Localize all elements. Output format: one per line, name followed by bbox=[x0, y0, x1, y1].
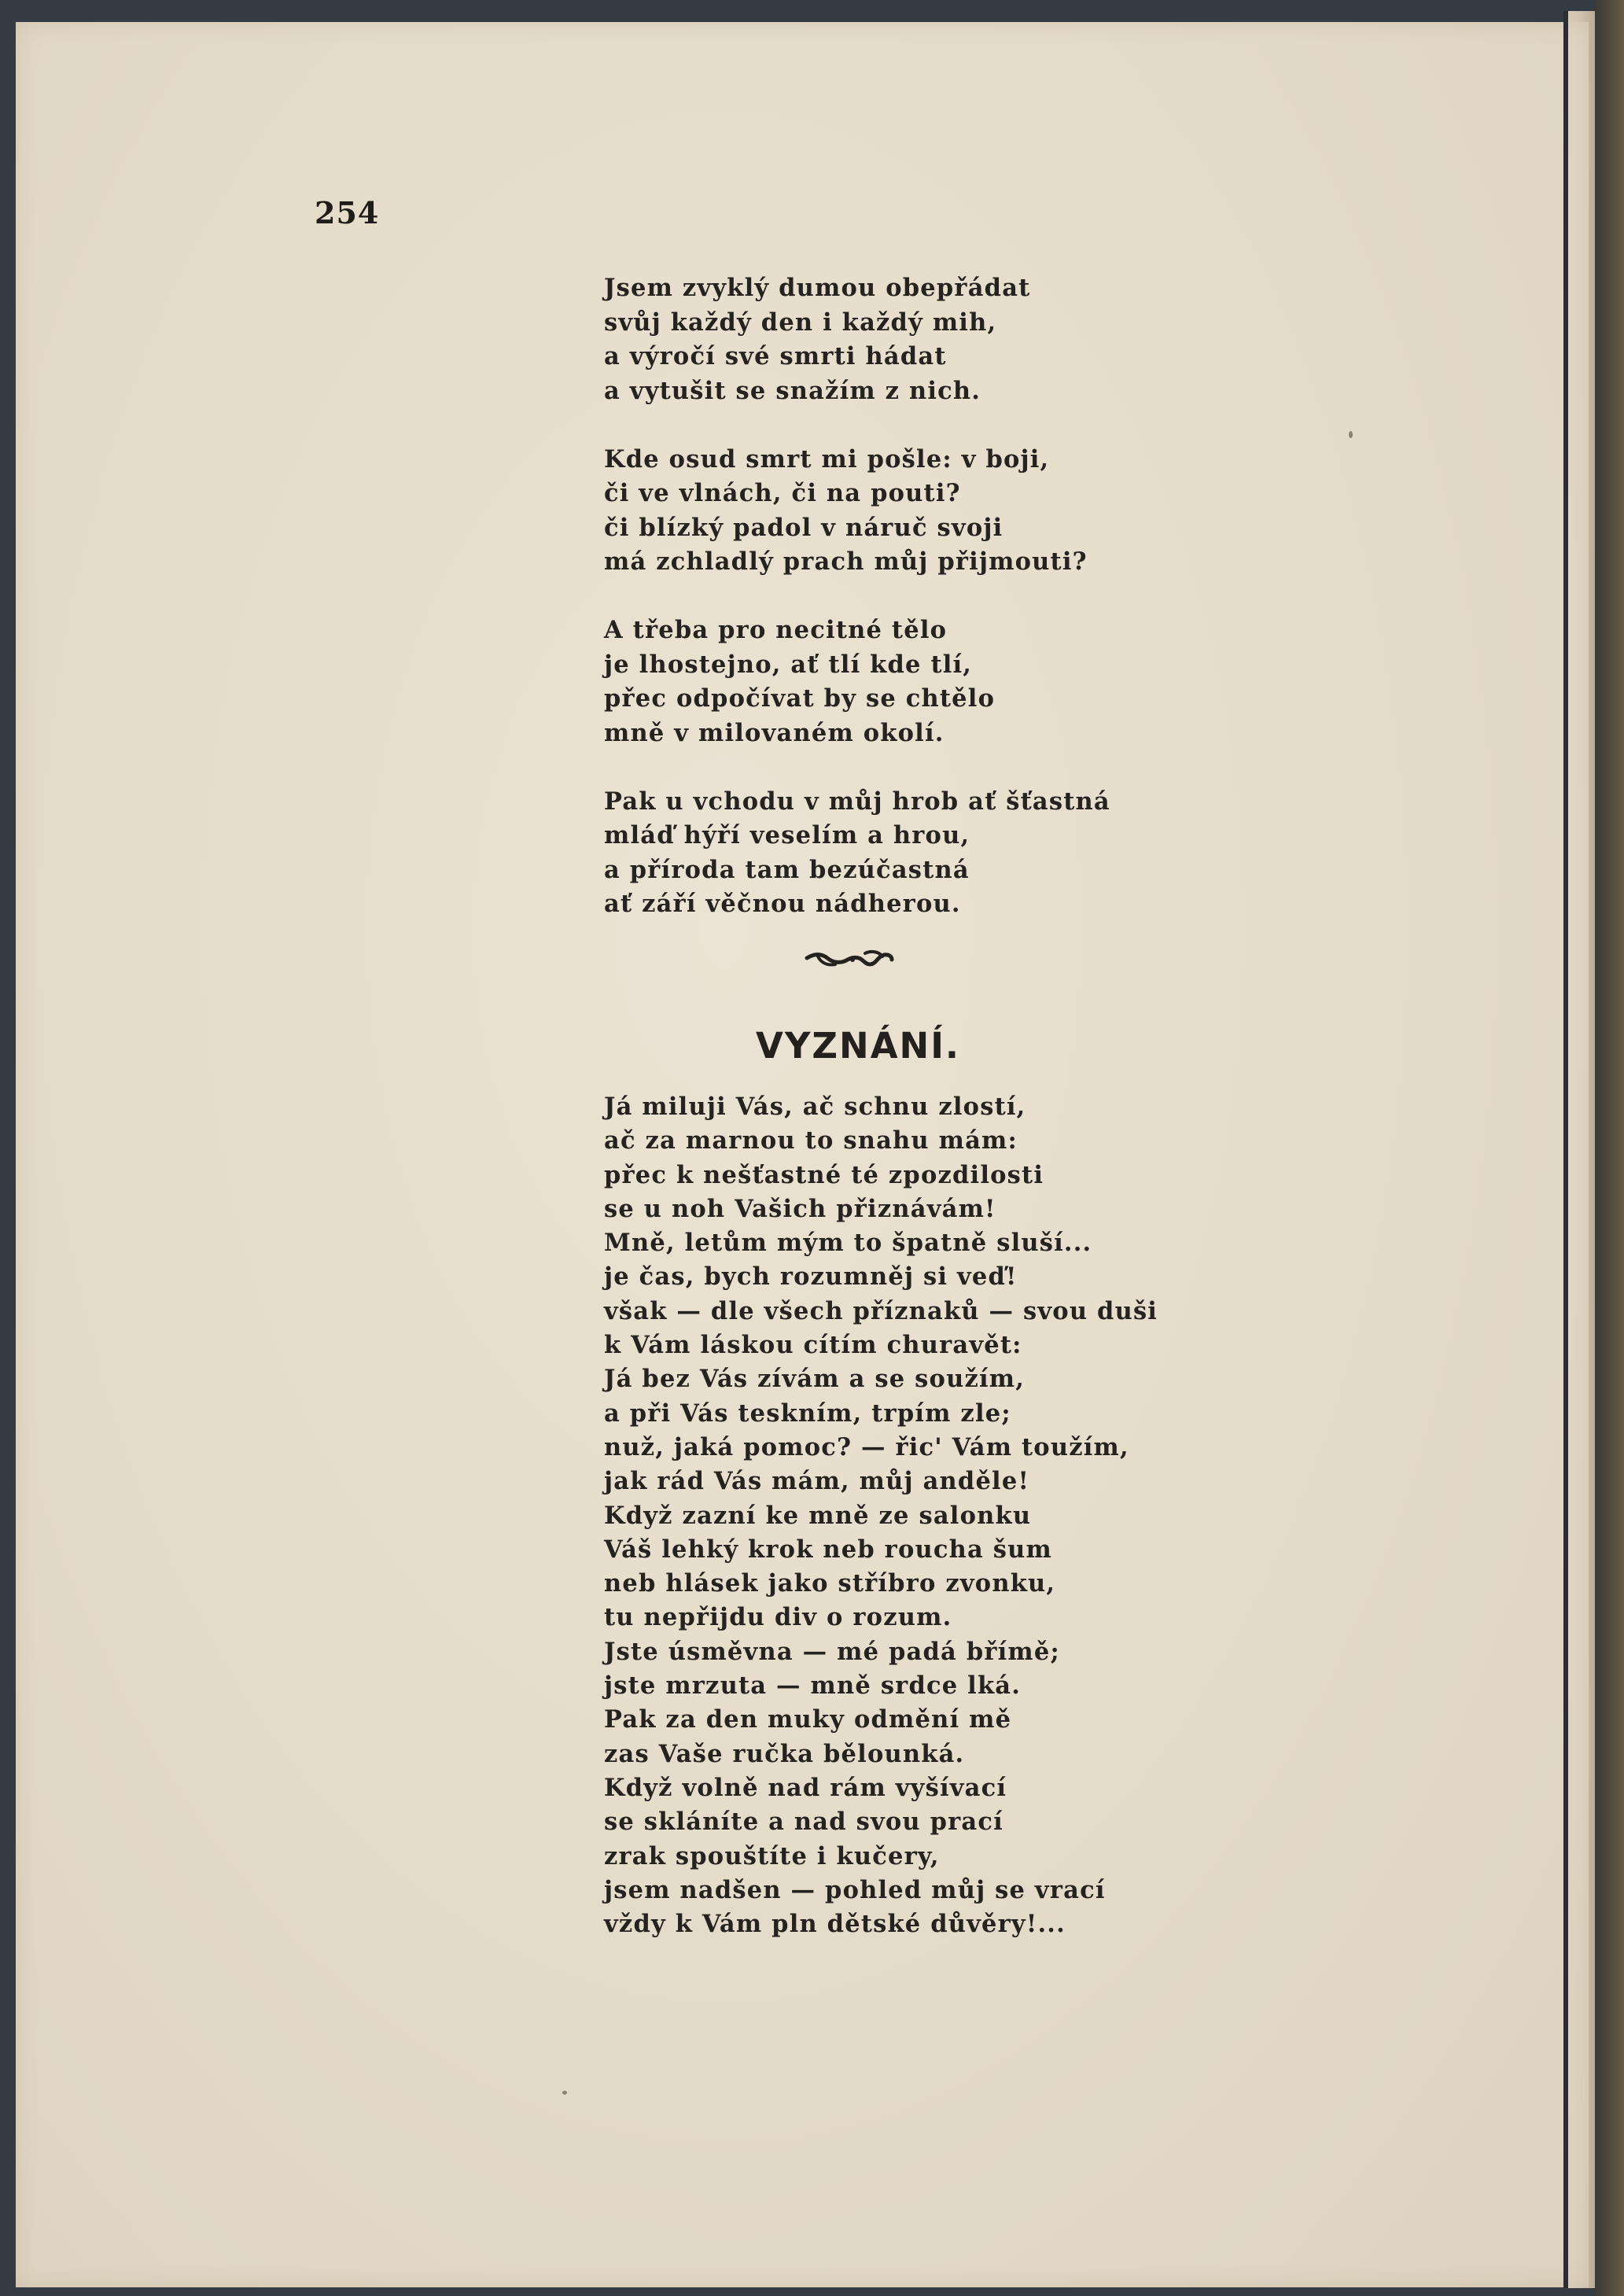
verse-line: Váš lehký krok neb roucha šum bbox=[604, 1535, 1053, 1564]
page-number: 254 bbox=[315, 195, 380, 230]
verse-line: zrak spouštíte i kučery, bbox=[604, 1841, 940, 1870]
verse-line: vždy k Vám pln dětské důvěry!... bbox=[604, 1910, 1066, 1939]
verse-line: přec k nešťastné té zpozdilosti bbox=[604, 1160, 1044, 1189]
verse-line: Když zazní ke mně ze salonku bbox=[604, 1501, 1032, 1530]
stanza bbox=[604, 443, 1453, 580]
adjacent-page-edge bbox=[1595, 0, 1624, 2296]
verse-line: je lhostejno, ať tlí kde tlí, bbox=[604, 650, 973, 679]
verse-line: mláď hýří veselím a hrou, bbox=[604, 821, 970, 849]
verse-line: Pak za den muky odmění mě bbox=[604, 1705, 1012, 1734]
verse-line: ať září věčnou nádherou. bbox=[604, 890, 961, 918]
verse-line: Mně, letům mým to špatně sluší... bbox=[604, 1229, 1092, 1258]
verse-line: má zchladlý prach můj přijmouti? bbox=[604, 547, 1088, 576]
page-gutter-shadow bbox=[1563, 11, 1568, 2288]
verse-line: zas Vaše ručka bělounká. bbox=[604, 1739, 965, 1768]
stanza bbox=[604, 614, 1453, 750]
verse-line: Já bez Vás zívám a se soužím, bbox=[604, 1365, 1026, 1394]
verse-line: Pak u vchodu v můj hrob ať šťastná bbox=[604, 787, 1110, 816]
verse-line: mně v milovaném okolí. bbox=[604, 718, 945, 747]
verse-line: ač za marnou to snahu mám: bbox=[604, 1126, 1018, 1155]
verse-line: jak rád Vás mám, můj anděle! bbox=[604, 1467, 1030, 1496]
verse-line: a vytušit se snažím z nich. bbox=[604, 376, 981, 405]
verse-line: svůj každý den i každý mih, bbox=[604, 308, 997, 337]
verse-line: a při Vás teskním, trpím zle; bbox=[604, 1399, 1011, 1428]
verse-line: však — dle všech příznaků — svou duši bbox=[604, 1296, 1158, 1325]
verse-line: A třeba pro necitné tělo bbox=[604, 616, 948, 644]
paper-speck bbox=[562, 2091, 567, 2095]
verse-line: Jsem zvyklý dumou obepřádat bbox=[604, 274, 1031, 302]
verse-line: Když volně nad rám vyšívací bbox=[604, 1773, 1007, 1802]
stanza bbox=[604, 785, 1453, 922]
verse-line: přec odpočívat by se chtělo bbox=[604, 684, 996, 713]
verse-line: Kde osud smrt mi pošle: v boji, bbox=[604, 444, 1050, 474]
verse-line: jste mrzuta — mně srdce lká. bbox=[604, 1671, 1022, 1701]
verse-line: tu nepřijdu div o rozum. bbox=[604, 1603, 952, 1632]
verse-line: se u noh Vašich přiznávám! bbox=[604, 1194, 996, 1223]
poem-vyznani bbox=[604, 1090, 1469, 1941]
verse-line: jsem nadšen — pohled můj se vrací bbox=[604, 1875, 1106, 1904]
verse-line: či blízký padol v náruč svoji bbox=[604, 513, 1003, 542]
stanza bbox=[604, 271, 1453, 408]
verse-line: neb hlásek jako stříbro zvonku, bbox=[604, 1569, 1056, 1598]
poem-untitled bbox=[604, 271, 1453, 956]
verse-line: nuž, jaká pomoc? — řic' Vám toužím, bbox=[604, 1432, 1129, 1461]
ornament-flourish-icon bbox=[804, 947, 895, 972]
verse-line: a výročí své smrti hádat bbox=[604, 342, 947, 370]
poem-title: VYZNÁNÍ. bbox=[756, 1025, 961, 1067]
verse-line: Jste úsměvna — mé padá břímě; bbox=[604, 1637, 1060, 1666]
verse-line: k Vám láskou cítím churavět: bbox=[604, 1331, 1022, 1360]
verse-line: a příroda tam bezúčastná bbox=[604, 855, 970, 884]
verse-line: se skláníte a nad svou prací bbox=[604, 1808, 1003, 1837]
verse-line: či ve vlnách, či na pouti? bbox=[604, 479, 961, 507]
verse-line: je čas, bych rozumněj si veď! bbox=[604, 1262, 1018, 1292]
verse-line: Já miluji Vás, ač schnu zlostí, bbox=[604, 1093, 1026, 1121]
